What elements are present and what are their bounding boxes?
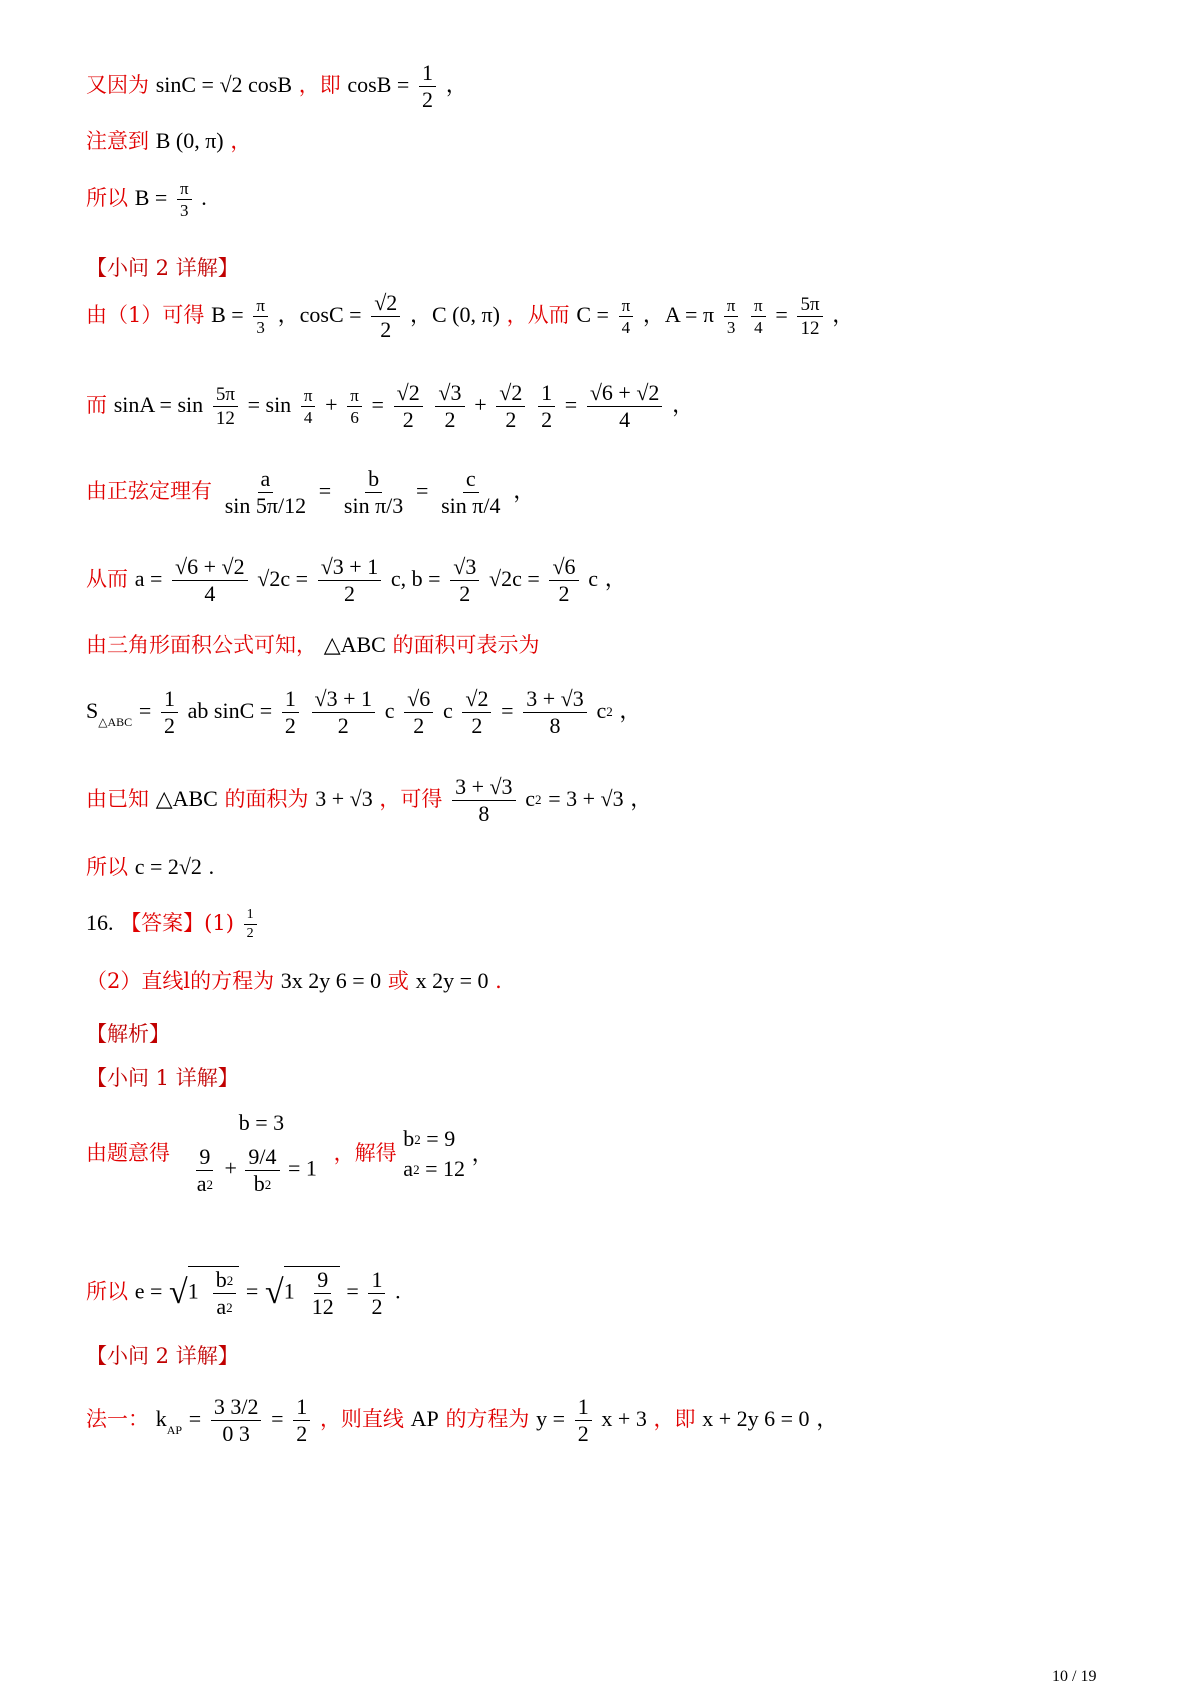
numerator: 1 <box>368 1269 385 1294</box>
var: b <box>403 1125 415 1151</box>
numerator: 1 <box>282 688 299 713</box>
punct: ， <box>672 392 695 417</box>
line-11 <box>86 856 214 878</box>
question-number: 16. <box>86 910 114 935</box>
equation: b = 3 <box>238 1110 285 1135</box>
denominator: a2 <box>196 1171 213 1196</box>
punct: ， <box>816 1406 839 1431</box>
denominator: sin π/4 <box>441 493 501 518</box>
line-9 <box>86 688 641 737</box>
denominator-base: a <box>216 1294 227 1319</box>
fraction <box>161 688 178 737</box>
math: B = <box>211 302 244 327</box>
numerator: √6 <box>549 556 578 581</box>
fraction <box>538 382 555 431</box>
numerator: a <box>258 468 274 493</box>
math: + <box>474 392 487 417</box>
numerator: √2 <box>371 292 400 317</box>
numerator: 1 <box>419 62 436 87</box>
math: = 3 + √3 <box>548 786 624 811</box>
numerator: √6 + √2 <box>587 382 663 407</box>
text: 所以 <box>86 855 128 879</box>
line-3 <box>86 180 207 219</box>
equation <box>191 1146 317 1195</box>
numerator: 1 <box>538 382 555 407</box>
denominator: 12 <box>800 318 820 339</box>
fraction <box>619 297 634 336</box>
line-13 <box>86 970 502 992</box>
fraction <box>450 556 479 605</box>
text: ，则直线 <box>319 1407 404 1431</box>
section-heading: 【小问 2 详解】 <box>86 256 239 280</box>
numerator: 1 <box>575 1396 592 1421</box>
numerator: 1 <box>293 1396 310 1421</box>
numerator: √3 + 1 <box>318 556 381 581</box>
text: 而 <box>86 393 107 417</box>
punct: ， <box>513 478 536 503</box>
denominator: 2 <box>541 407 553 432</box>
numerator: 1 <box>161 688 178 713</box>
punct: ， <box>445 72 468 97</box>
fraction <box>419 62 436 111</box>
fraction <box>318 556 381 605</box>
numerator: 3 + √3 <box>523 688 586 713</box>
text: 由正弦定理有 <box>86 479 212 503</box>
text: ，即 <box>653 1407 696 1431</box>
numerator: π <box>177 180 192 200</box>
numerator: √3 + 1 <box>312 688 375 713</box>
fraction <box>312 688 375 737</box>
solution: b2 = 9 <box>403 1125 456 1151</box>
math: = <box>501 698 514 723</box>
math: sinC = √2 cosB <box>155 72 293 97</box>
text: 【答案】(1) <box>120 911 234 935</box>
equation-system <box>191 1112 317 1195</box>
denominator: 2 <box>163 713 175 738</box>
denominator: 8 <box>549 713 561 738</box>
math: c <box>588 566 598 591</box>
text: 由（1）可得 <box>86 303 205 327</box>
numerator: 5π <box>797 295 822 317</box>
punct: . <box>395 1278 401 1304</box>
fraction <box>293 1396 310 1445</box>
math: AP <box>410 1406 439 1431</box>
superscript: 2 <box>535 792 542 807</box>
math: ，C (0, π) <box>410 302 500 327</box>
fraction <box>177 180 192 219</box>
denominator: 2 <box>558 581 570 606</box>
text: ，解得 <box>333 1141 397 1165</box>
line-10 <box>86 776 652 825</box>
denominator: 2 <box>296 1421 308 1446</box>
subscript: AP <box>166 1423 183 1437</box>
numerator: π <box>301 387 316 407</box>
math: = <box>138 698 152 723</box>
denominator: 4 <box>621 318 631 337</box>
punct: ， <box>604 566 627 591</box>
denominator: a2 <box>216 1294 233 1319</box>
denominator: 12 <box>311 1294 334 1319</box>
fraction <box>797 295 822 338</box>
numerator-base: b <box>215 1267 227 1292</box>
numerator: 3 + √3 <box>452 776 515 801</box>
numerator: π <box>724 297 739 317</box>
punct: . <box>208 854 215 879</box>
math: k <box>155 1406 167 1431</box>
plus: + <box>224 1155 237 1181</box>
text: （2）直线l的方程为 <box>86 969 275 993</box>
text: 注意到 <box>86 129 149 153</box>
math: x + 3 <box>601 1406 647 1431</box>
math: 3x 2y 6 = 0 <box>280 968 382 993</box>
value: = 9 <box>426 1125 456 1151</box>
fraction <box>452 776 515 825</box>
line-5 <box>86 382 694 431</box>
numerator: √2 <box>394 382 423 407</box>
math: = <box>188 1406 202 1431</box>
math: B = <box>134 185 168 210</box>
numerator: π <box>347 387 362 407</box>
math: = <box>775 302 788 327</box>
text: 的面积可表示为 <box>392 633 540 657</box>
fraction <box>194 1146 216 1195</box>
text: 或 <box>387 969 409 993</box>
fraction <box>222 468 309 517</box>
text: 法一： <box>86 1407 149 1431</box>
fraction <box>549 556 578 605</box>
math: = <box>564 392 578 417</box>
math: B (0, π) <box>155 128 224 153</box>
line-16 <box>86 1396 838 1445</box>
fraction <box>347 387 362 426</box>
text: 由题意得 <box>86 1141 170 1165</box>
math: ，A = π <box>642 302 715 327</box>
denominator: 6 <box>350 408 359 427</box>
numerator: 9/4 <box>245 1146 279 1171</box>
fraction <box>245 1146 279 1195</box>
line-1 <box>86 62 468 111</box>
punct: ， <box>630 786 653 811</box>
denominator: 2 <box>444 407 456 432</box>
radicand <box>188 1266 240 1318</box>
math: + <box>325 392 338 417</box>
math: a = <box>134 566 163 591</box>
denominator: 3 <box>180 201 189 220</box>
denominator: 12 <box>215 408 235 429</box>
fraction <box>371 292 400 341</box>
equals: = 1 <box>288 1155 317 1181</box>
numerator: π <box>751 297 766 317</box>
radicand <box>284 1266 340 1318</box>
numerator: 9 <box>196 1146 213 1171</box>
math: √2c = <box>257 566 309 591</box>
math: c, b = <box>390 566 441 591</box>
text: 从而 <box>86 567 128 591</box>
line-14 <box>86 1112 494 1195</box>
term: 1 <box>283 1278 295 1304</box>
superscript: 2 <box>606 704 613 719</box>
numerator: c <box>463 468 479 493</box>
text: 的方程为 <box>445 1407 530 1431</box>
page-number: 10 / 19 <box>1052 1668 1097 1685</box>
denominator: 4 <box>204 581 216 606</box>
math: √2c = <box>489 566 540 591</box>
denominator: 2 <box>246 926 254 941</box>
line-8 <box>86 634 540 656</box>
text: 由三角形面积公式可知， <box>86 633 317 657</box>
denominator: 2 <box>371 1293 383 1319</box>
fraction <box>523 688 586 737</box>
text: 由已知 <box>86 787 149 811</box>
fraction <box>587 382 663 431</box>
math: = sin <box>247 392 292 417</box>
solution: a2 = 12 <box>403 1155 465 1181</box>
text: ，可得 <box>379 787 443 811</box>
denominator: 2 <box>402 407 414 432</box>
fraction <box>438 468 503 517</box>
line-15 <box>86 1266 401 1318</box>
fraction <box>724 297 739 336</box>
numerator: π <box>619 297 634 317</box>
math: = <box>346 1278 359 1304</box>
fraction <box>751 297 766 336</box>
numerator: √2 <box>462 688 491 713</box>
fraction <box>213 385 238 428</box>
fraction <box>282 688 299 737</box>
fraction <box>435 382 464 431</box>
denominator: 2 <box>380 317 392 342</box>
denominator: 2 <box>422 87 434 112</box>
line-4 <box>86 292 854 341</box>
denominator: 2 <box>459 581 471 606</box>
math: △ABC <box>155 786 218 811</box>
numerator: 3 3/2 <box>211 1396 262 1421</box>
math: = <box>318 478 332 503</box>
math: ab sinC = <box>187 698 273 723</box>
math: C = <box>576 302 609 327</box>
fraction <box>213 1269 237 1318</box>
punct: . <box>201 185 207 210</box>
fraction <box>301 387 316 426</box>
math: cosB = <box>347 72 410 97</box>
math: = <box>415 478 429 503</box>
fraction <box>394 382 423 431</box>
fraction <box>462 688 491 737</box>
math: sinA = sin <box>113 392 204 417</box>
math: c <box>525 786 536 811</box>
math: = <box>271 1406 284 1431</box>
denominator: b2 <box>253 1171 272 1196</box>
fraction <box>404 688 433 737</box>
fraction <box>309 1269 337 1318</box>
math: = <box>245 1278 259 1304</box>
denominator: 2 <box>471 713 483 738</box>
math: = <box>371 392 384 417</box>
denominator: 2 <box>337 713 349 738</box>
punct: ， <box>471 1140 494 1166</box>
radical: √ <box>265 1274 284 1312</box>
math: x + 2y 6 = 0 <box>702 1406 810 1431</box>
line-12 <box>86 908 260 941</box>
fraction <box>368 1266 385 1319</box>
text: 所以 <box>86 1279 128 1304</box>
numerator: b <box>365 468 382 493</box>
denominator: 2 <box>577 1421 589 1446</box>
denominator: 4 <box>303 408 313 427</box>
denominator-base: b <box>253 1171 265 1196</box>
subscript: △ABC <box>98 715 133 729</box>
denominator-base: a <box>196 1171 207 1196</box>
punct: ， <box>832 302 855 327</box>
text: 的面积为 <box>224 787 309 811</box>
denominator: 2 <box>284 713 296 738</box>
line-6 <box>86 468 535 517</box>
var: a <box>403 1155 414 1181</box>
math: c <box>596 698 607 723</box>
denominator: 0 3 <box>222 1421 250 1446</box>
numerator: π <box>253 297 268 317</box>
denominator: sin π/3 <box>343 493 404 518</box>
radical: √ <box>169 1274 188 1312</box>
denominator: 2 <box>505 407 517 432</box>
denominator: 2 <box>343 581 355 606</box>
numerator: √3 <box>450 556 479 581</box>
fraction <box>172 556 248 605</box>
numerator: 1 <box>244 908 257 925</box>
term: 1 <box>187 1278 199 1304</box>
text: 所以 <box>86 186 128 210</box>
numerator: 9 <box>314 1269 331 1294</box>
fraction <box>211 1396 262 1445</box>
denominator: 3 <box>726 318 736 337</box>
numerator: 5π <box>213 385 238 407</box>
math: △ABC <box>323 632 386 657</box>
section-heading: 【解析】 <box>86 1022 170 1046</box>
math: S <box>86 698 99 723</box>
punct: ， <box>230 129 252 153</box>
value: = 12 <box>425 1155 465 1181</box>
math: e = <box>134 1278 163 1304</box>
denominator: 8 <box>478 801 490 826</box>
fraction <box>244 908 257 941</box>
math: ，cosC = <box>277 302 362 327</box>
denominator: 3 <box>256 318 265 337</box>
line-7 <box>86 556 627 605</box>
math: c = 2√2 <box>134 854 202 879</box>
numerator: b2 <box>213 1269 237 1294</box>
denominator: 2 <box>413 713 425 738</box>
math: y = <box>536 1406 566 1431</box>
fraction <box>253 297 268 336</box>
math: c <box>384 698 395 723</box>
fraction <box>341 468 406 517</box>
math: x 2y = 0 <box>415 968 489 993</box>
math: c <box>442 698 453 723</box>
numerator: √2 <box>496 382 525 407</box>
line-2 <box>86 130 251 152</box>
denominator: sin 5π/12 <box>224 493 307 518</box>
solution-system <box>403 1125 465 1181</box>
numerator: √6 + √2 <box>172 556 248 581</box>
numerator: √3 <box>435 382 464 407</box>
math: 3 + √3 <box>315 786 373 811</box>
numerator: √6 <box>404 688 433 713</box>
text: ，即 <box>298 73 341 97</box>
punct: ， <box>619 698 642 723</box>
fraction <box>496 382 525 431</box>
denominator: 4 <box>619 407 631 432</box>
denominator: 4 <box>754 318 763 337</box>
text: 又因为 <box>86 73 149 97</box>
fraction <box>575 1396 592 1445</box>
text: ，从而 <box>506 303 570 327</box>
section-heading: 【小问 1 详解】 <box>86 1066 239 1090</box>
section-heading: 【小问 2 详解】 <box>86 1344 239 1368</box>
punct: . <box>495 969 502 993</box>
